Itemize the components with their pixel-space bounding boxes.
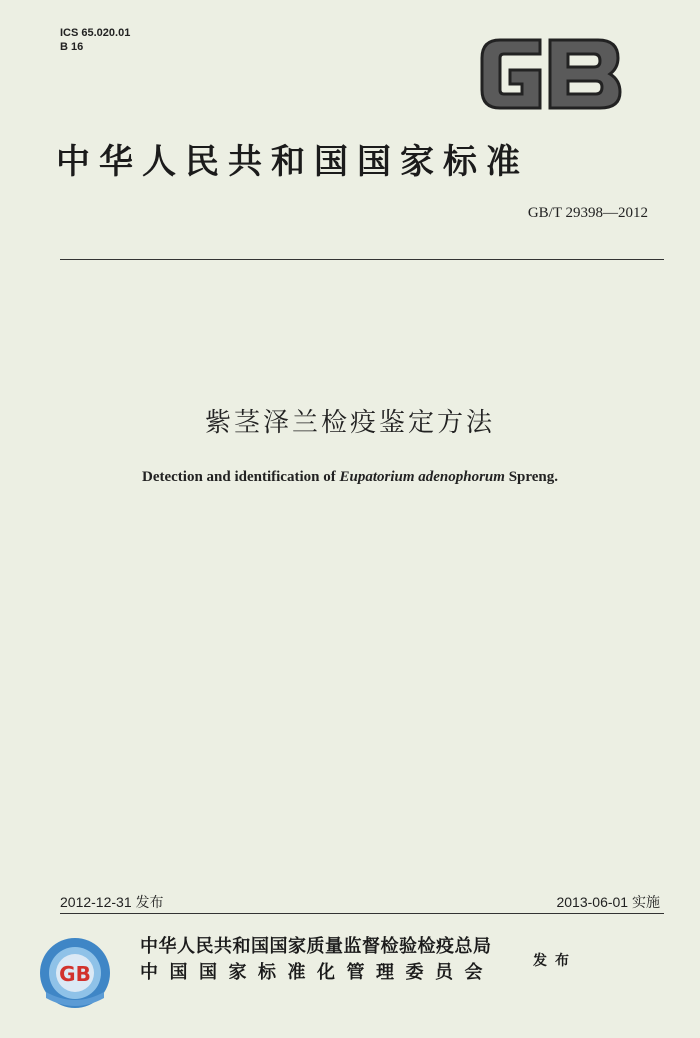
national-standard-title: 中华人民共和国国家标准	[56, 142, 529, 182]
implementation-date: 2013-06-01 实施	[556, 894, 660, 910]
publishers-block	[140, 934, 494, 986]
publisher-sac: 中国国家标准化管理委员会	[140, 962, 494, 983]
gb-logo-icon	[474, 34, 626, 114]
header-divider	[60, 259, 664, 260]
document-title-chinese: 紫茎泽兰检疫鉴定方法	[204, 408, 495, 438]
classification-codes	[60, 26, 130, 54]
issue-date: 2012-12-31 发布	[60, 894, 164, 910]
document-title-english	[0, 469, 700, 486]
footer-divider	[60, 913, 664, 914]
seal-logo-text: GB	[59, 962, 91, 986]
ccs-code: B 16	[60, 41, 84, 53]
title-en-suffix: Spreng.	[504, 469, 559, 485]
ics-code: ICS 65.020.01	[60, 27, 131, 39]
title-en-prefix: Detection and identification of	[141, 469, 340, 485]
title-en-species: Eupatorium adenophorum	[339, 469, 505, 485]
anti-counterfeit-seal-icon	[38, 936, 112, 1010]
publish-word: 发布	[533, 953, 577, 969]
standard-number: GB/T 29398—2012	[527, 205, 648, 221]
publisher-aqsiq: 中华人民共和国国家质量监督检验检疫总局	[140, 936, 492, 957]
